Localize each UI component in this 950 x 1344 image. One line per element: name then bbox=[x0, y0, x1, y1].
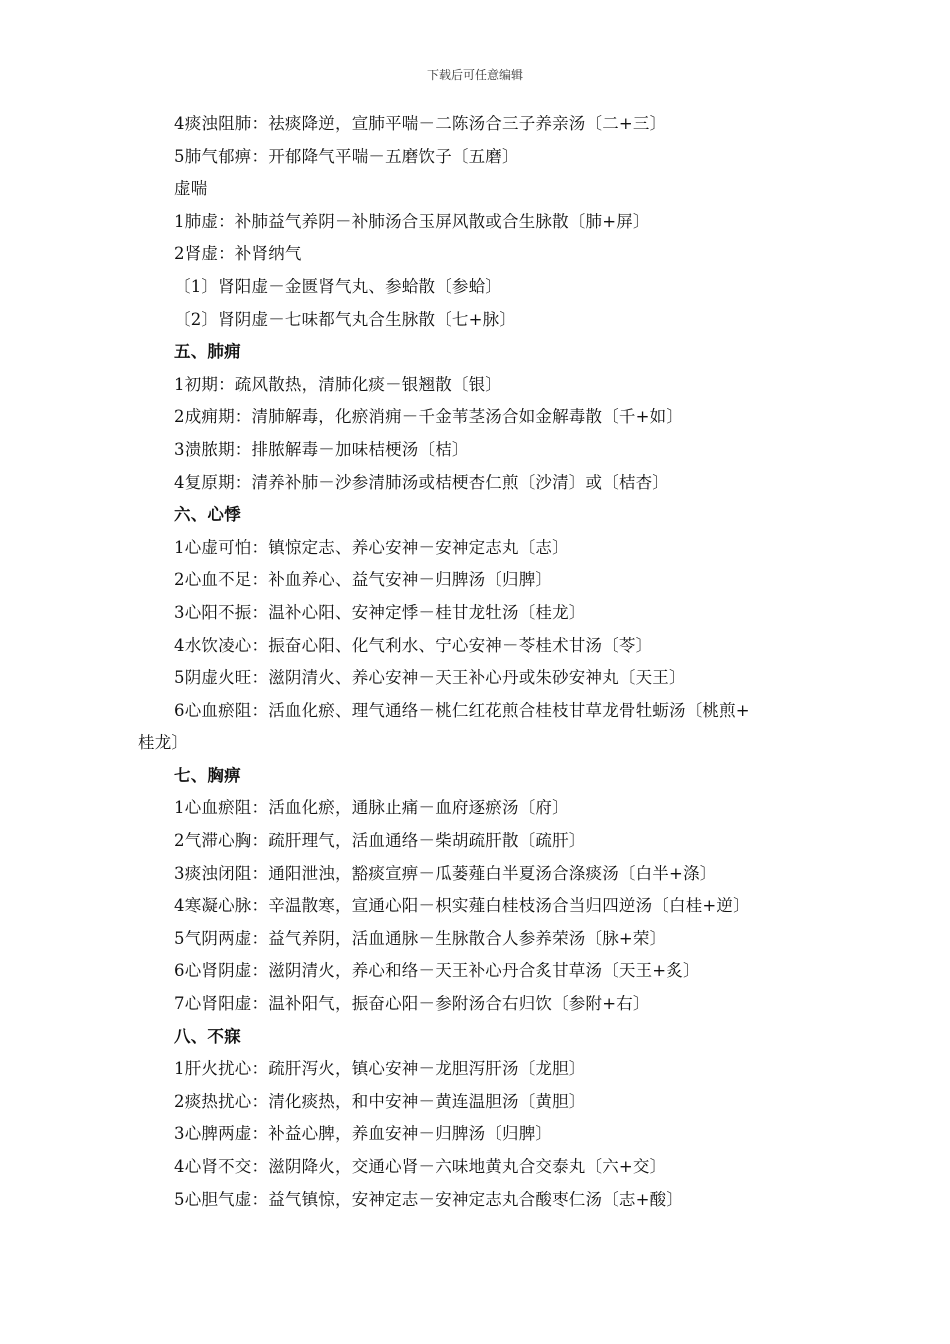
text-line: 3溃脓期：排脓解毒－加味桔梗汤〔桔〕 bbox=[174, 439, 469, 459]
text-line: 2成痈期：清肺解毒，化瘀消痈－千金苇茎汤合如金解毒散〔千+如〕 bbox=[174, 407, 684, 427]
text-line: 5肺气郁痹：开郁降气平喘－五磨饮子〔五磨〕 bbox=[174, 146, 519, 166]
section-heading: 六、心悸 bbox=[174, 505, 241, 525]
page-header: 下载后可任意编辑 bbox=[426, 68, 523, 82]
text-line: 1肝火扰心：疏肝泻火，镇心安神－龙胆泻肝汤〔龙胆〕 bbox=[174, 1059, 586, 1079]
text-line: 2痰热扰心：清化痰热，和中安神－黄连温胆汤〔黄胆〕 bbox=[174, 1091, 586, 1111]
text-line-continuation: 桂龙〕 bbox=[138, 733, 189, 753]
text-line: 4痰浊阻肺：祛痰降逆，宣肺平喘－二陈汤合三子养亲汤〔二+三〕 bbox=[174, 114, 667, 133]
text-line: 4心肾不交：滋阴降火，交通心肾－六味地黄丸合交泰丸〔六+交〕 bbox=[174, 1157, 667, 1176]
text-line: 3心阳不振：温补心阳、安神定悸－桂甘龙牡汤〔桂龙〕 bbox=[174, 602, 586, 622]
text-line: 2气滞心胸：疏肝理气，活血通络－柴胡疏肝散〔疏肝〕 bbox=[174, 831, 586, 851]
text-line: 〔1〕肾阳虚－金匮肾气丸、参蛤散〔参蛤〕 bbox=[174, 276, 502, 296]
text-line: 2心血不足：补血养心、益气安神－归脾汤〔归脾〕 bbox=[174, 570, 553, 590]
text-line: 5阴虚火旺：滋阴清火、养心安神－天王补心丹或朱砂安神丸〔天王〕 bbox=[174, 668, 686, 688]
section-heading: 八、不寐 bbox=[174, 1026, 241, 1046]
text-line: 5气阴两虚：益气养阴，活血通脉－生脉散合人参养荣汤〔脉+荣〕 bbox=[174, 928, 667, 948]
text-line: 4水饮凌心：振奋心阳、化气利水、宁心安神－苓桂术甘汤〔苓〕 bbox=[174, 635, 653, 655]
text-line: 虚喘 bbox=[174, 179, 208, 199]
text-line: 1心血瘀阻：活血化瘀，通脉止痛－血府逐瘀汤〔府〕 bbox=[174, 798, 569, 818]
text-line: 2肾虚：补肾纳气 bbox=[174, 244, 302, 264]
text-line: 4寒凝心脉：辛温散寒，宣通心阳－枳实薤白桂枝汤合当归四逆汤〔白桂+逆〕 bbox=[174, 896, 750, 916]
text-line: 1心虚可怕：镇惊定志、养心安神－安神定志丸〔志〕 bbox=[174, 537, 569, 557]
section-heading: 七、胸痹 bbox=[174, 765, 241, 785]
text-line: 4复原期：清养补肺－沙参清肺汤或桔梗杏仁煎〔沙清〕或〔桔杏〕 bbox=[174, 472, 669, 492]
text-line: 5心胆气虚：益气镇惊，安神定志－安神定志丸合酸枣仁汤〔志+酸〕 bbox=[174, 1189, 684, 1209]
text-line: 6心血瘀阻：活血化瘀、理气通络－桃仁红花煎合桂枝甘草龙骨牡蛎汤〔桃煎+ bbox=[174, 700, 750, 720]
text-line: 1初期：疏风散热，清肺化痰－银翘散〔银〕 bbox=[174, 374, 502, 394]
text-line: 3心脾两虚：补益心脾，养血安神－归脾汤〔归脾〕 bbox=[174, 1124, 553, 1144]
text-line: 7心肾阳虚：温补阳气，振奋心阳－参附汤合右归饮〔参附+右〕 bbox=[174, 994, 650, 1014]
text-line: 3痰浊闭阻：通阳泄浊，豁痰宣痹－瓜蒌薤白半夏汤合涤痰汤〔白半+涤〕 bbox=[174, 863, 717, 883]
text-line: 1肺虚：补肺益气养阴－补肺汤合玉屏风散或合生脉散〔肺+屏〕 bbox=[174, 211, 650, 231]
text-line: 〔2〕肾阴虚－七味都气丸合生脉散〔七+脉〕 bbox=[174, 309, 517, 329]
section-heading: 五、肺痈 bbox=[174, 342, 241, 362]
text-line: 6心肾阴虚：滋阴清火，养心和络－天王补心丹合炙甘草汤〔天王+炙〕 bbox=[174, 961, 700, 981]
document-body bbox=[138, 108, 838, 1216]
